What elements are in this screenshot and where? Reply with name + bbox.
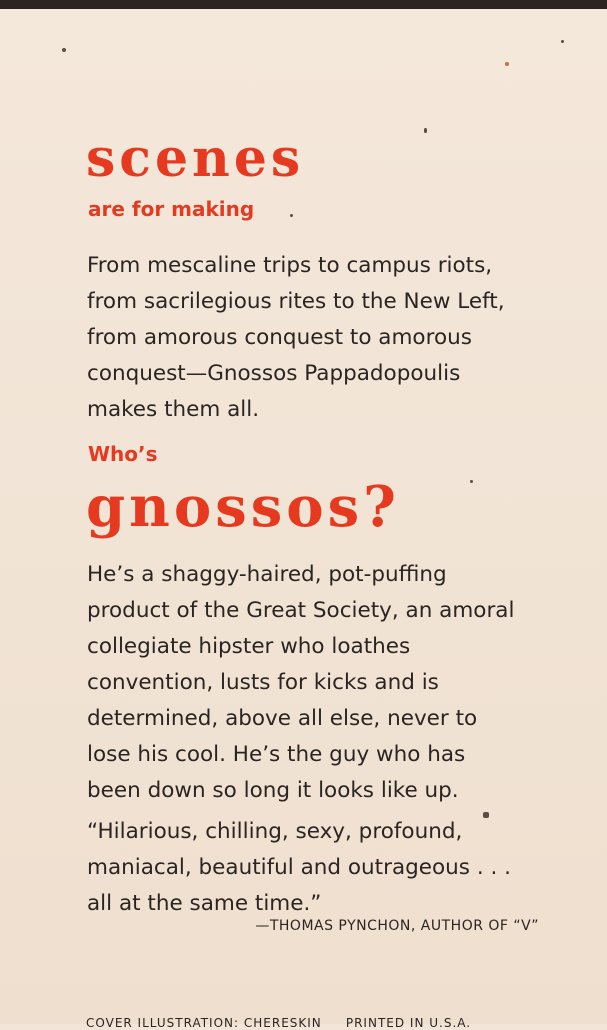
text-line: convention, lusts for kicks and is <box>87 670 439 695</box>
text-line: conquest—Gnossos Pappadopoulis <box>87 361 461 386</box>
text-line: collegiate hipster who loathes <box>87 634 411 659</box>
text-line: From mescaline trips to campus riots, <box>87 253 493 278</box>
text-line: determined, above all else, never to <box>87 706 478 731</box>
paragraph-scenes <box>87 248 557 428</box>
paper-speck <box>505 62 509 66</box>
quote-line: all at the same time.” <box>87 891 322 916</box>
paper-speck <box>561 40 564 43</box>
paper-speck <box>290 214 293 217</box>
review-quote <box>87 814 557 922</box>
text-line: He’s a shaggy-haired, pot-puffing <box>87 562 447 587</box>
cover-top-edge <box>0 0 607 9</box>
text-line: from amorous conquest to amorous <box>87 325 472 350</box>
heading-gnossos: gnossos? <box>86 474 400 540</box>
subheading-are-for-making: are for making <box>88 197 255 221</box>
quote-line: maniacal, beautiful and outrageous . . . <box>87 855 511 880</box>
text-line: product of the Great Society, an amoral <box>87 598 515 623</box>
paragraph-gnossos <box>87 557 557 809</box>
text-line: from sacrilegious rites to the New Left, <box>87 289 505 314</box>
footer-credits: COVER ILLUSTRATION: CHERESKIN PRINTED IN U.S.A. <box>86 1016 472 1030</box>
paper-speck <box>470 480 473 483</box>
text-line: been down so long it looks like up. <box>87 778 459 803</box>
quote-line: “Hilarious, chilling, sexy, profound, <box>87 819 463 844</box>
paper-speck <box>62 48 66 52</box>
text-line: lose his cool. He’s the guy who has <box>87 742 466 767</box>
quote-attribution: —THOMAS PYNCHON, AUTHOR OF “V” <box>255 918 539 934</box>
paper-speck <box>424 128 427 133</box>
subheading-whos: Who’s <box>88 442 158 466</box>
text-line: makes them all. <box>87 397 260 422</box>
heading-scenes: scenes <box>86 128 305 189</box>
